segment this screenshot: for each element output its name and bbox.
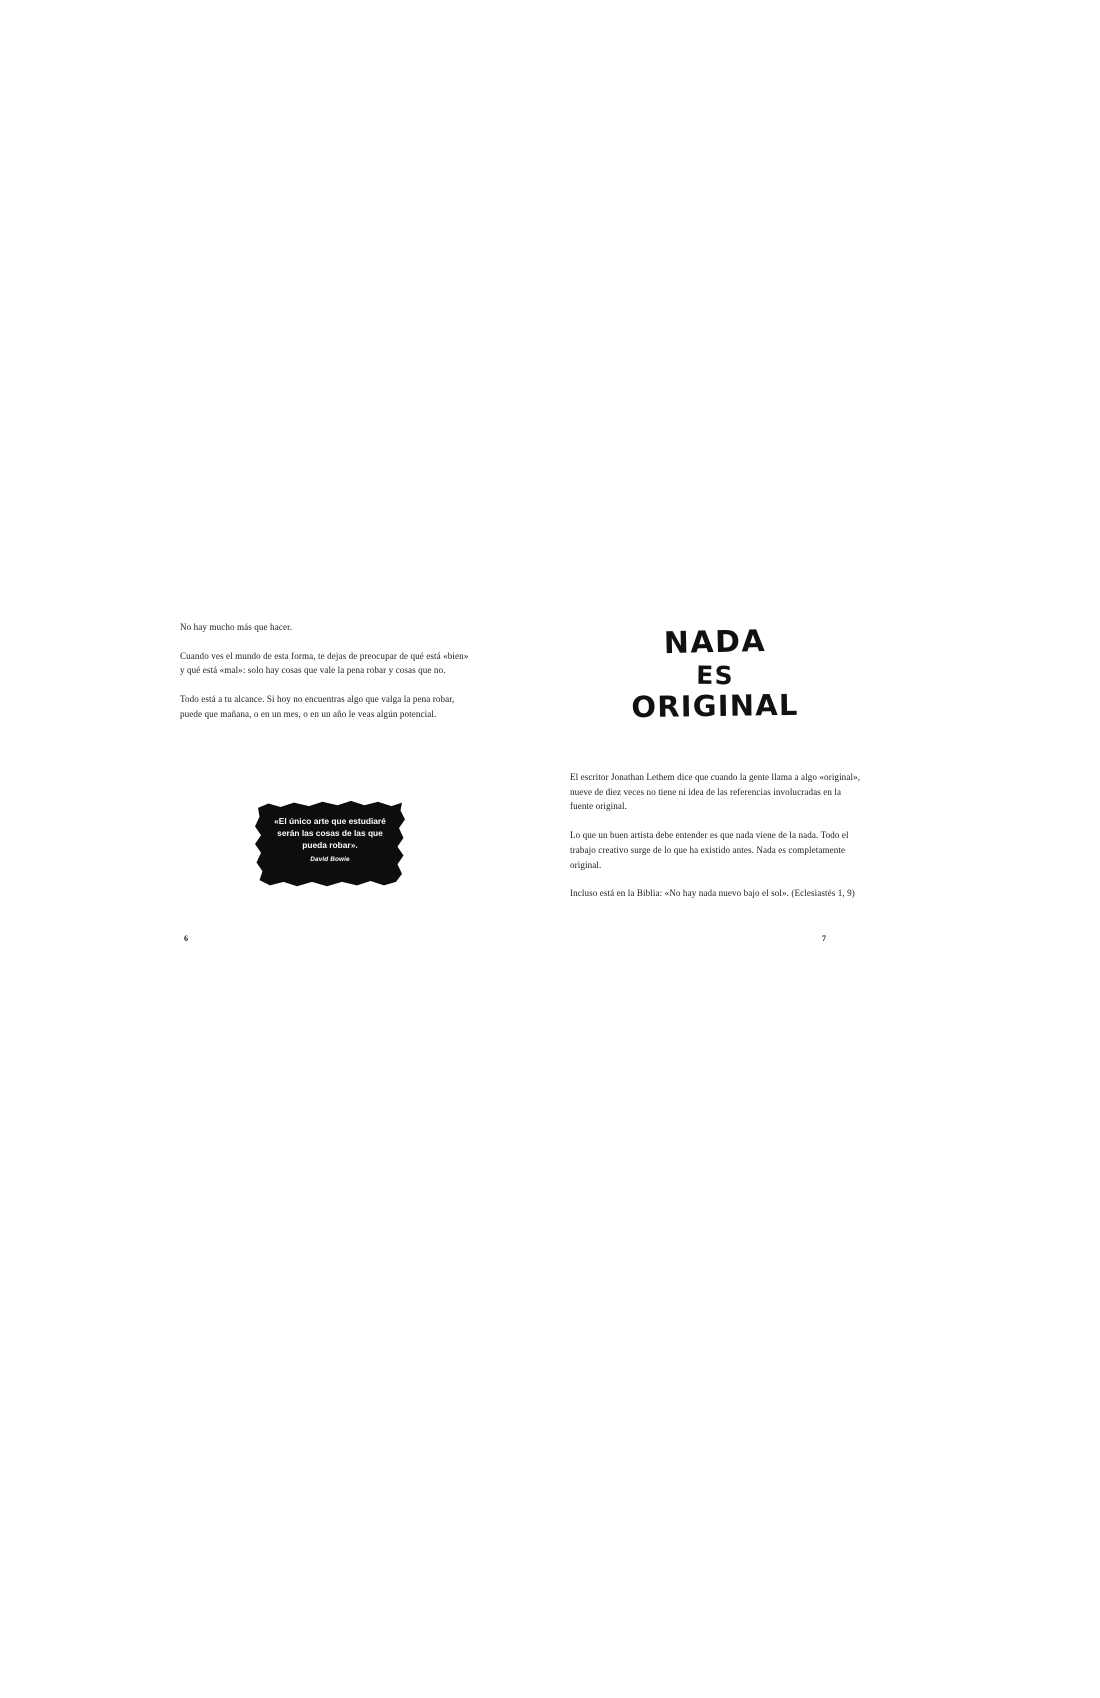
right-paragraph-1: El escritor Jonathan Lethem dice que cuando la gente llama a algo «original», nueve de diez veces no tiene ni idea de las referencias involucradas en la fuente original. (570, 772, 861, 812)
left-paragraph-1: No hay mucho más que hacer. (180, 622, 293, 632)
chapter-headline (570, 623, 860, 725)
right-page-text-column (570, 770, 862, 915)
pull-quote-block (255, 800, 405, 888)
headline-line-1: NADA (663, 623, 767, 662)
left-paragraph-3: Todo está a tu alcance. Si hoy no encuentras algo que valga la pena robar, puede que mañana, o en un mes, o en un año le veas algún potencial. (180, 694, 455, 719)
headline-line-2: ES (696, 660, 734, 691)
right-paragraph-2: Lo que un buen artista debe entender es que nada viene de la nada. Todo el trabajo creativo surge de lo que ha existido antes. Nada es completamente original. (570, 830, 849, 870)
page-number-left: 6 (184, 934, 188, 943)
left-page-text-column (180, 620, 470, 736)
pull-quote-text: «El único arte que estudiaré serán las cosas de las que pueda robar». (274, 816, 386, 851)
right-paragraph-3: Incluso está en la Biblia: «No hay nada nuevo bajo el sol». (Eclesiastés 1, 9) (570, 888, 855, 899)
headline-line-3: ORIGINAL (631, 687, 799, 725)
left-paragraph-2: Cuando ves el mundo de esta forma, te dejas de preocupar de qué está «bien» y qué está «mal»: solo hay cosas que vale la pena robar y cosas que no. (180, 650, 469, 676)
pull-quote-author: David Bowie (310, 856, 350, 863)
page-number-right: 7 (822, 934, 826, 943)
